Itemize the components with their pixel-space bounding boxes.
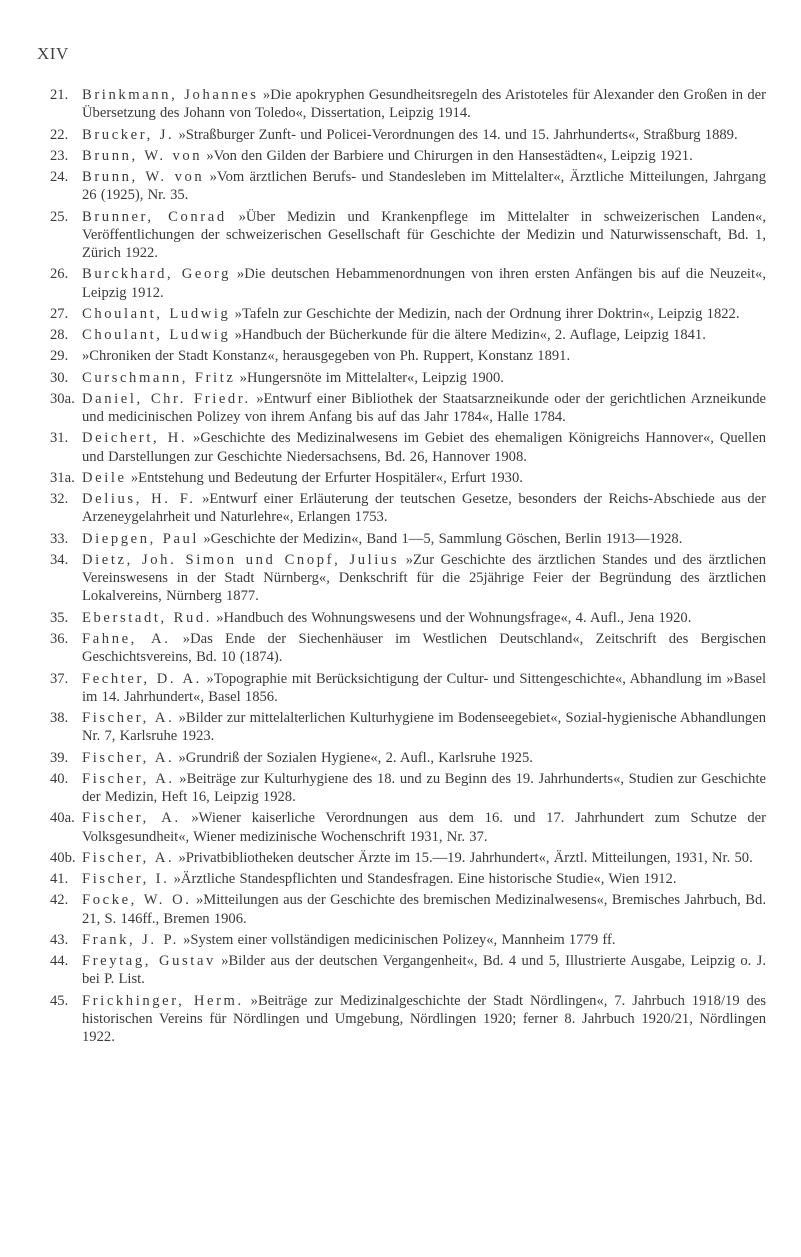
- entry-number: 41.: [50, 871, 69, 888]
- bibliography-entry: [50, 709, 766, 745]
- bibliography-entry: [50, 429, 766, 465]
- entry-text: »Bilder zur mittelalterlichen Kulturhygiene im Bodenseegebiet«, Sozial-hygienische Abhandlungen Nr. 7, Karlsruhe 1923.: [82, 710, 766, 745]
- entry-author: Choulant, Ludwig: [82, 305, 231, 322]
- entry-number: 45.: [50, 992, 69, 1009]
- entry-number: 27.: [50, 305, 69, 322]
- entry-author: Burckhard, Georg: [82, 266, 231, 283]
- entry-number: 30.: [50, 369, 69, 386]
- entry-text: »Ärztliche Standespflichten und Standesfragen. Eine historische Studie«, Wien 1912.: [169, 871, 677, 888]
- entry-author: Fahne, A.: [82, 631, 171, 648]
- bibliography-entry: [50, 870, 766, 888]
- bibliography-entry: [50, 347, 766, 365]
- entry-number: 32.: [50, 491, 69, 508]
- bibliography-entry: [50, 770, 766, 806]
- bibliography-entry: [50, 849, 766, 867]
- bibliography-entry: [50, 670, 766, 706]
- entry-number: 25.: [50, 208, 69, 225]
- entry-text: »Vom ärztlichen Berufs- und Standesleben im Mittelalter«, Ärztliche Mitteilungen, Jahrgang 26 (1925), Nr. 35.: [82, 169, 766, 204]
- bibliography-entry: [50, 390, 766, 426]
- entry-text: »Das Ende der Siechenhäuser im Westlichen Deutschland«, Zeitschrift des Bergischen Geschichtsvereins, Bd. 10 (1874).: [82, 631, 767, 666]
- entry-author: Deichert, H.: [82, 430, 188, 447]
- entry-number: 35.: [50, 609, 69, 626]
- entry-text: »Topographie mit Berücksichtigung der Cultur- und Sittengeschichte«, Abhandlung im »Basel im 14. Jahrhundert«, Basel 1856.: [82, 670, 767, 705]
- entry-author: Brucker, J.: [82, 126, 175, 143]
- entry-text: »Beiträge zur Medizinalgeschichte der Stadt Nördlingen«, 7. Jahrbuch 1918/19 des historischen Vereins für Nördlingen und Umgebung, Nördlingen 1920; ferner 8. Jahrbuch 1920/21, Nördlingen 1922.: [82, 992, 766, 1046]
- entry-number: 21.: [50, 87, 69, 103]
- entry-number: 26.: [50, 266, 69, 283]
- entry-author: Fechter, D. A.: [82, 670, 202, 687]
- bibliography-entry: [50, 931, 766, 949]
- entry-author: Fischer, A.: [82, 749, 175, 766]
- bibliography-entry: [50, 992, 766, 1047]
- entry-number: 38.: [50, 710, 69, 727]
- entry-number: 40.: [50, 770, 69, 787]
- entry-number: 40b.: [50, 849, 76, 866]
- entry-text: »Entwurf einer Erläuterung der teutschen Gesetze, besonders der Reichs-Abschiede aus der Arzeneygelahrheit und Naturlehre«, Erlangen 1753.: [82, 491, 766, 526]
- entry-number: 30a.: [50, 390, 75, 407]
- entry-author: Diepgen, Paul: [82, 530, 200, 547]
- entry-author: Brunner, Conrad: [82, 208, 227, 225]
- bibliography-entry: [50, 126, 766, 144]
- entry-text: »Entstehung und Bedeutung der Erfurter Hospitäler«, Erfurt 1930.: [126, 469, 523, 486]
- bibliography-entry: [50, 326, 766, 344]
- entry-text: »Privatbibliotheken deutscher Ärzte im 15.—19. Jahrhundert«, Ärztl. Mitteilungen, 1931, Nr. 50.: [174, 849, 753, 866]
- entry-text: »Über Medizin und Krankenpflege im Mittelalter in schweizerischen Landen«, Veröffentlichungen der schweizerischen Gesellschaft für Geschichte der Medizin und Naturwissenschaft, Bd. 1, Zürich 1922.: [82, 208, 766, 261]
- entry-number: 42.: [50, 892, 69, 909]
- entry-text: »Mitteilungen aus der Geschichte des bremischen Medizinalwesens«, Bremisches Jahrbuch, Bd. 21, S. 146ff., Bremen 1906.: [82, 892, 766, 927]
- entry-text: »Handbuch der Bücherkunde für die ältere Medizin«, 2. Auflage, Leipzig 1841.: [230, 327, 706, 344]
- entry-number: 39.: [50, 749, 69, 766]
- bibliography-entry: [50, 168, 766, 204]
- bibliography-entry: [50, 369, 766, 387]
- bibliography-entry: [50, 609, 766, 627]
- entry-number: 37.: [50, 670, 69, 687]
- entry-text: »Chroniken der Stadt Konstanz«, herausgegeben von Ph. Ruppert, Konstanz 1891.: [82, 348, 571, 365]
- entry-author: Frank, J. P.: [82, 931, 179, 948]
- bibliography-entry: [50, 208, 766, 263]
- entry-text: »Wiener kaiserliche Verordnungen aus dem 16. und 17. Jahrhundert zum Schutze der Volksgesundheit«, Wiener medizinische Wochenschrift 1931, Nr. 37.: [82, 810, 766, 845]
- entry-author: Brunn, W. von: [82, 147, 203, 164]
- entry-text: »Straßburger Zunft- und Policei-Verordnungen des 14. und 15. Jahrhunderts«, Straßburg 1889.: [174, 126, 738, 143]
- entry-author: Brunn, W. von: [82, 169, 205, 186]
- entry-text: »Beiträge zur Kulturhygiene des 18. und zu Beginn des 19. Jahrhunderts«, Studien zur Geschichte der Medizin, Heft 16, Leipzig 1928.: [82, 770, 766, 806]
- bibliography-entry: [50, 147, 766, 165]
- entry-number: 31.: [50, 430, 69, 447]
- entry-text: »Von den Gilden der Barbiere und Chirurgen in den Hansestädten«, Leipzig 1921.: [202, 147, 693, 164]
- entry-text: »Grundriß der Sozialen Hygiene«, 2. Aufl., Karlsruhe 1925.: [174, 749, 533, 766]
- entry-author: Fischer, A.: [82, 710, 175, 727]
- entry-number: 29.: [50, 348, 69, 365]
- bibliography-entry: [50, 305, 766, 323]
- bibliography-entry: [50, 952, 766, 988]
- entry-text: »Tafeln zur Geschichte der Medizin, nach der Ordnung ihrer Doktrin«, Leipzig 1822.: [230, 305, 740, 322]
- entry-number: 22.: [50, 126, 69, 143]
- bibliography-entry: [50, 551, 766, 606]
- entry-number: 36.: [50, 631, 69, 648]
- bibliography-entry: [50, 86, 766, 122]
- bibliography-entry: [50, 630, 766, 666]
- bibliography-entry: [50, 530, 766, 548]
- entry-author: Frickhinger, Herm.: [82, 992, 244, 1009]
- entry-text: »Zur Geschichte des ärztlichen Standes und des ärztlichen Vereinswesens in der Stadt Nürnberg«, Denkschrift für die 25jährige Feier der Begründung des ärztlichen Lokalvereins, Nürnberg 1877.: [82, 552, 767, 605]
- bibliography-entry: [50, 469, 766, 487]
- entry-text: »Die apokryphen Gesundheitsregeln des Aristoteles für Alexander den Großen in der Übersetzung des Johann von Toledo«, Dissertation, Leipzig 1914.: [82, 87, 767, 122]
- bibliography-entry: [50, 809, 766, 845]
- entry-author: Deile: [82, 469, 127, 486]
- entry-author: Fischer, I.: [82, 871, 170, 888]
- entry-number: 23.: [50, 147, 69, 164]
- entry-author: Freytag, Gustav: [82, 953, 216, 970]
- entry-number: 28.: [50, 327, 69, 344]
- bibliography-entry: [50, 490, 766, 526]
- entry-text: »Die deutschen Hebammenordnungen von ihren ersten Anfängen bis auf die Neuzeit«, Leipzig 1912.: [82, 266, 766, 301]
- entry-author: Fischer, A.: [82, 849, 175, 866]
- entry-author: Delius, H. F.: [82, 491, 196, 508]
- bibliography-entry: [50, 891, 766, 927]
- entry-text: »Geschichte der Medizin«, Band 1—5, Sammlung Göschen, Berlin 1913—1928.: [199, 530, 683, 547]
- entry-text: »Bilder aus der deutschen Vergangenheit«, Bd. 4 und 5, Illustrierte Ausgabe, Leipzig o. J. bei P. List.: [82, 953, 766, 988]
- entry-number: 33.: [50, 530, 69, 547]
- bibliography-entry: [50, 265, 766, 301]
- entry-text: »System einer vollständigen medicinischen Polizey«, Mannheim 1779 ff.: [178, 931, 616, 948]
- entry-author: Fischer, A.: [82, 770, 175, 787]
- entry-number: 43.: [50, 931, 69, 948]
- entry-number: 40a.: [50, 810, 75, 827]
- entry-author: Focke, W. O.: [82, 892, 192, 909]
- entry-author: Daniel, Chr. Friedr.: [82, 390, 251, 407]
- entry-author: Brinkmann, Johannes: [82, 87, 259, 103]
- entry-text: »Hungersnöte im Mittelalter«, Leipzig 1900.: [235, 369, 504, 386]
- entry-text: »Entwurf einer Bibliothek der Staatsarzneikunde oder der gerichtlichen Arzneikunde und medicinischen Polizey von ihrem Anfang bis auf das Jahr 1784«, Halle 1784.: [82, 390, 766, 426]
- entry-number: 44.: [50, 953, 69, 970]
- entry-number: 24.: [50, 169, 69, 186]
- page-number: XIV: [37, 44, 69, 63]
- bibliography-list: [50, 86, 766, 1049]
- entry-number: 31a.: [50, 469, 75, 486]
- entry-author: Curschmann, Fritz: [82, 369, 236, 386]
- entry-author: Eberstadt, Rud.: [82, 609, 212, 626]
- entry-author: Fischer, A.: [82, 810, 181, 827]
- entry-text: »Handbuch des Wohnungswesens und der Wohnungsfrage«, 4. Aufl., Jena 1920.: [211, 609, 692, 626]
- entry-text: »Geschichte des Medizinalwesens im Gebiet des ehemaligen Königreichs Hannover«, Quellen und Darstellungen zur Geschichte Niedersachsens, Bd. 26, Hannover 1908.: [82, 430, 766, 465]
- entry-number: 34.: [50, 552, 69, 569]
- entry-author: Dietz, Joh. Simon und Cnopf, Julius: [82, 552, 400, 569]
- bibliography-entry: [50, 749, 766, 767]
- entry-author: Choulant, Ludwig: [82, 327, 231, 344]
